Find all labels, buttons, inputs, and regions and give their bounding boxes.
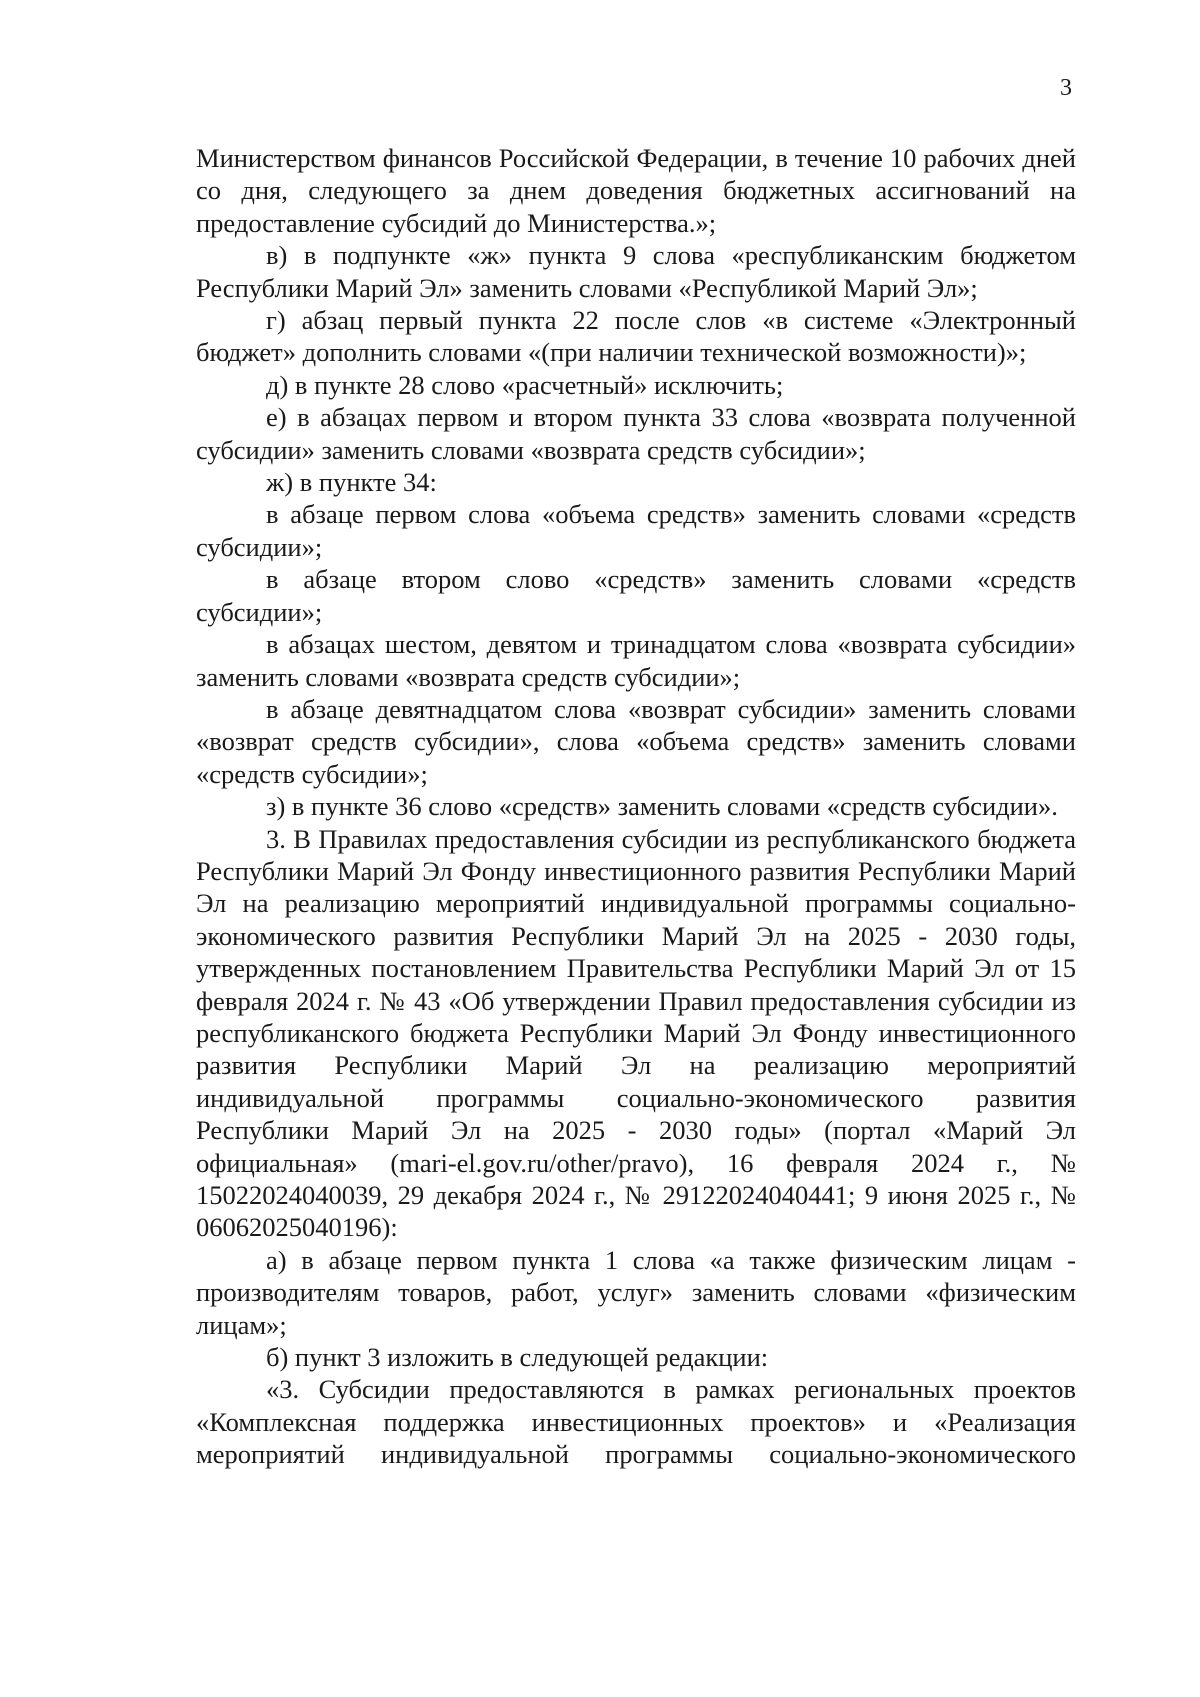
paragraph-item-a: а) в абзаце первом пункта 1 слова «а также физическим лицам - производителям товаров, работ, услуг» заменить словами «физическим лицам»; (196, 1244, 1076, 1340)
paragraph-section-3: 3. В Правилах предоставления субсидии из республиканского бюджета Республики Марий Эл Фонду инвестиционного развития Республики Марий Эл на реализацию мероприятий индивидуальной программы социально-экономического развития Республики Марий Эл на 2025 - 2030 годы, утвержденных постановлением Правительства Республики Марий Эл от 15 февраля 2024 г. № 43 «Об утверждении Правил предоставления субсидии из республиканского бюджета Республики Марий Эл Фонду инвестиционного развития Республики Марий Эл на реализацию мероприятий индивидуальной программы социально-экономического развития Республики Марий Эл на 2025 - 2030 годы» (портал «Марий Эл официальная» (mari-el.gov.ru/other/pravo), 16 февраля 2024 г., № 15022024040039, 29 декабря 2024 г., № 29122024040441; 9 июня 2025 г., № 06062025040196): (196, 823, 1076, 1243)
paragraph-sub-4: в абзаце девятнадцатом слова «возврат субсидии» заменить словами «возврат средств субсидии», слова «объема средств» заменить словами «средств субсидии»; (196, 693, 1076, 789)
paragraph-item-z: з) в пункте 36 слово «средств» заменить словами «средств субсидии». (266, 791, 1058, 822)
paragraph-item-g: г) абзац первый пункта 22 после слов «в системе «Электронный бюджет» дополнить словами «(при наличии технической возможности)»; (196, 305, 1076, 368)
paragraph-continuation: Министерством финансов Российской Федерации, в течение 10 рабочих дней со дня, следующего за днем доведения бюджетных ассигнований на предоставление субсидий до Министерства.»; (196, 143, 1076, 238)
paragraph-sub-3: в абзацах шестом, девятом и тринадцатом слова «возврата субсидии» заменить словами «возврата средств субсидии»; (196, 629, 1076, 692)
paragraph-sub-2: в абзаце втором слово «средств» заменить словами «средств субсидии»; (196, 564, 1076, 627)
page-number: 3 (1060, 75, 1072, 101)
paragraph-item-zh: ж) в пункте 34: (266, 467, 437, 498)
paragraph-item-b: б) пункт 3 изложить в следующей редакции: (266, 1342, 769, 1373)
paragraph-sub-1: в абзаце первом слова «объема средств» заменить словами «средств субсидии»; (196, 499, 1076, 562)
paragraph-item-e: е) в абзацах первом и втором пункта 33 слова «возврата полученной субсидии» заменить словами «возврата средств субсидии»; (196, 402, 1076, 465)
paragraph-item-d: д) в пункте 28 слово «расчетный» исключить; (266, 369, 784, 400)
paragraph-item-v: в) в подпункте «ж» пункта 9 слова «республиканским бюджетом Республики Марий Эл» заменить словами «Республикой Марий Эл»; (196, 240, 1076, 303)
document-body (196, 142, 1076, 1471)
paragraph-quote-3: «3. Субсидии предоставляются в рамках региональных проектов «Комплексная поддержка инвестиционных проектов» и «Реализация мероприятий индивидуальной программы социально-экономического (196, 1374, 1076, 1470)
